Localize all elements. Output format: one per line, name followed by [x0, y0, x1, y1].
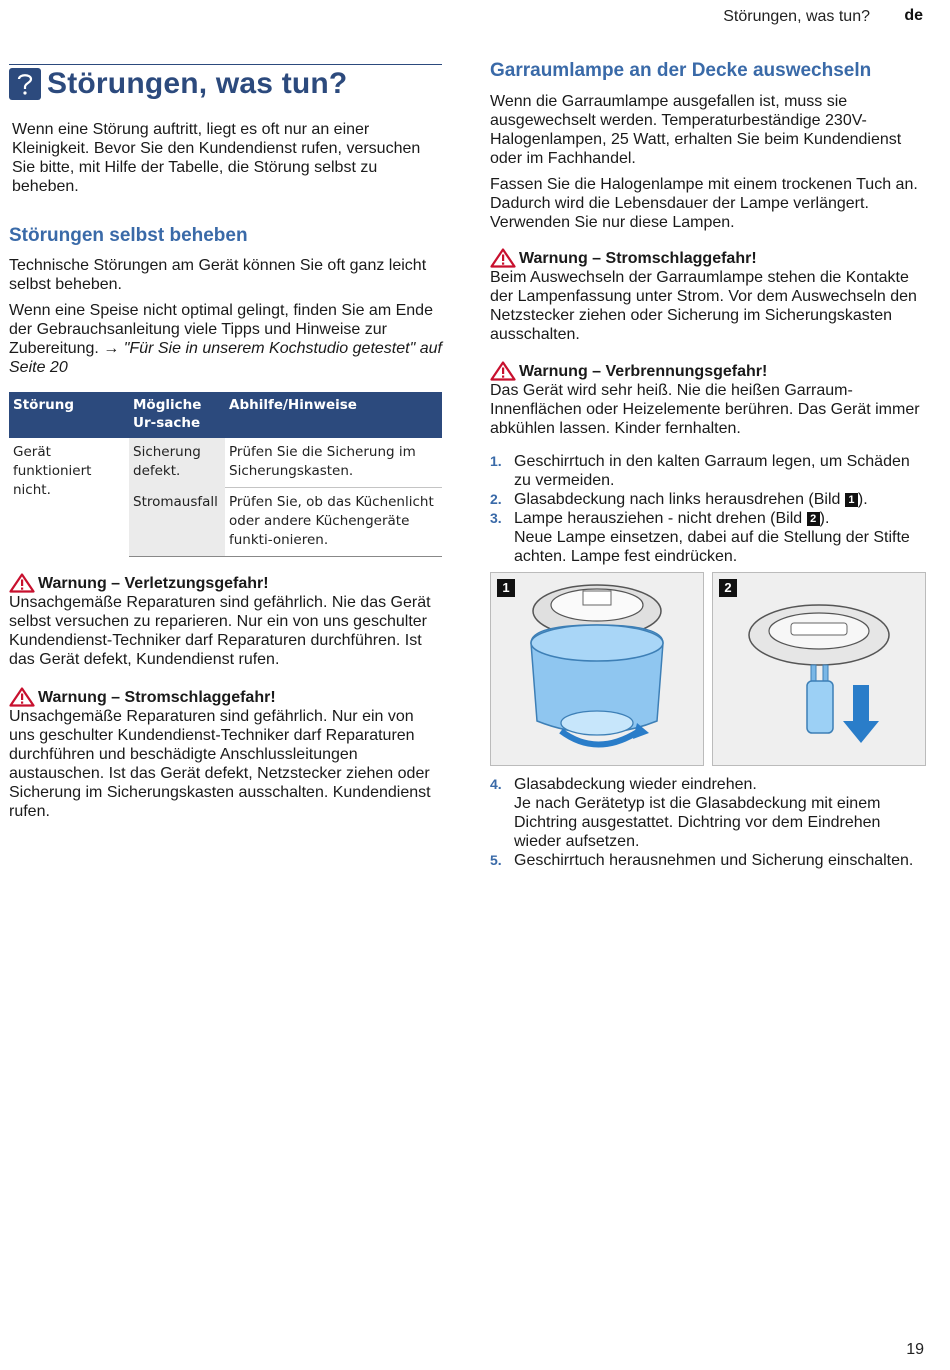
table-cell-cause: Stromausfall	[129, 488, 225, 557]
intro-text: Wenn eine Störung auftritt, liegt es oft nur an einer Kleinigkeit. Bevor Sie den Kundendienst rufen, versuchen Sie bitte, mit Hilfe der Tabelle, die Störung selbst zu beheben.	[12, 121, 421, 195]
table-cell-remedy: Prüfen Sie die Sicherung im Sicherungskasten.	[229, 444, 416, 479]
left-column	[9, 64, 442, 821]
steps-list	[490, 452, 930, 566]
table-header-remedy: Abhilfe/Hinweise	[225, 392, 442, 438]
warning-heading	[490, 361, 930, 381]
table-cell-fault: Gerät funktioniert nicht.	[13, 444, 92, 498]
warning-triangle-icon	[9, 573, 35, 593]
step-text: Geschirrtuch in den kalten Garraum legen, um Schäden zu vermeiden.	[514, 453, 910, 489]
step-text: Glasabdeckung nach links herausdrehen (Bild	[514, 491, 841, 508]
warning-triangle-icon	[490, 361, 516, 381]
list-item	[490, 509, 930, 566]
step-number: 2.	[490, 491, 502, 507]
step-text: Lampe herausziehen - nicht drehen (Bild	[514, 510, 803, 527]
language-code: de	[904, 7, 923, 24]
warning-text: Das Gerät wird sehr heiß. Nie die heißen Garraum-Innenflächen oder Heizelemente berühren. Das Gerät immer abkühlen lassen. Kinder fernhalten.	[490, 382, 920, 437]
step-text: Glasabdeckung wieder eindrehen.	[514, 776, 757, 793]
question-icon	[9, 68, 41, 100]
warning-triangle-icon	[9, 687, 35, 707]
table-header-cause: Mögliche Ur-sache	[129, 392, 225, 438]
warning-block-shock	[9, 687, 442, 821]
step-content	[514, 490, 868, 509]
list-item	[490, 452, 930, 490]
warning-heading	[9, 687, 442, 707]
paragraph: Fassen Sie die Halogenlampe mit einem trockenen Tuch an. Dadurch wird die Lebensdauer der Lampe verlängert. Verwenden Sie nur diese Lampen.	[490, 176, 918, 231]
paragraph: Technische Störungen am Gerät können Sie oft ganz leicht selbst beheben.	[9, 257, 427, 293]
warning-text: Unsachgemäße Reparaturen sind gefährlich. Nur ein von uns geschulter Kundendienst-Techniker darf Reparaturen durchführen und beschädigte Anschlussleitungen austauschen. Ist das Gerät defekt, Netzstecker ziehen oder Sicherung im Sicherungskasten ausschalten. Kundendienst rufen.	[9, 708, 431, 820]
running-header-title: Störungen, was tun?	[723, 8, 870, 25]
warning-title: Warnung – Verletzungsgefahr!	[38, 574, 269, 592]
cross-reference-arrow: →	[103, 340, 120, 357]
step-subtext: Neue Lampe einsetzen, dabei auf die Stellung der Stifte achten. Lampe fest eindrücken.	[514, 529, 910, 565]
figure-reference-badge: 1	[845, 493, 858, 507]
step-content	[514, 775, 930, 851]
figure-reference-badge: 2	[807, 512, 820, 526]
warning-heading	[490, 248, 930, 268]
warning-triangle-icon	[490, 248, 516, 268]
warning-title: Warnung – Stromschlaggefahr!	[519, 249, 757, 267]
warning-text: Unsachgemäße Reparaturen sind gefährlich. Nie das Gerät selbst versuchen zu reparieren. Nur ein von uns geschulter Kundendienst-Techniker darf Reparaturen durchführen. Ist das Gerät defekt, Kundendienst rufen.	[9, 594, 431, 668]
step-number: 3.	[490, 510, 502, 526]
step-number: 5.	[490, 852, 502, 868]
figure-remove-glass-cover	[490, 572, 704, 766]
figure-number-badge: 2	[719, 579, 737, 597]
warning-heading	[9, 573, 442, 593]
chapter-heading	[9, 64, 442, 101]
step-content	[514, 509, 930, 566]
warning-text: Beim Auswechseln der Garraumlampe stehen die Kontakte der Lampenfassung unter Strom. Vor dem Auswechseln den Netzstecker ziehen oder Sicherung im Sicherungskasten ausschalten.	[490, 269, 917, 343]
table-row	[9, 438, 442, 488]
table-cell-cause: Sicherung defekt.	[129, 438, 225, 488]
page-number: 19	[906, 1341, 924, 1358]
cross-reference-link[interactable]: "Für Sie in unserem Kochstudio getestet" auf Seite 20	[9, 340, 442, 376]
step-number: 4.	[490, 776, 502, 792]
paragraph-text: Wenn eine Speise nicht optimal gelingt, finden Sie am Ende der Gebrauchsanleitung viele Tipps und Hinweise zur Zubereitung.	[9, 302, 433, 357]
step-text-end: ).	[819, 510, 830, 527]
steps-list	[490, 775, 930, 870]
right-column	[490, 60, 930, 566]
halogen-lamp-illustration	[713, 573, 925, 765]
section-heading: Garraumlampe an der Decke auswechseln	[490, 60, 872, 81]
paragraph: Wenn die Garraumlampe ausgefallen ist, muss sie ausgewechselt werden. Temperaturbeständige 230V-Halogenlampen, 25 Watt, erhalten Sie beim Kundendienst oder im Fachhandel.	[490, 93, 902, 167]
list-item	[490, 775, 930, 851]
troubleshooting-table	[9, 392, 442, 557]
table-header-fault: Störung	[9, 392, 129, 438]
section-heading: Störungen selbst beheben	[9, 225, 248, 246]
step-number: 1.	[490, 453, 502, 469]
list-item	[490, 851, 930, 870]
page-title: Störungen, was tun?	[47, 67, 348, 100]
warning-block-shock	[490, 248, 930, 344]
figure-number-badge: 1	[497, 579, 515, 597]
warning-block-injury	[9, 573, 442, 669]
table-cell-remedy: Prüfen Sie, ob das Küchenlicht oder andere Küchengeräte funkti-onieren.	[225, 488, 442, 557]
list-item	[490, 490, 930, 509]
paragraph-tips	[9, 301, 442, 377]
warning-title: Warnung – Stromschlaggefahr!	[38, 688, 276, 706]
steps-continued	[490, 775, 930, 870]
step-text-end: ).	[857, 491, 868, 508]
step-subtext: Je nach Gerätetyp ist die Glasabdeckung mit einem Dichtring ausgestattet. Dichtring vor dem Eindrehen wieder aufsetzen.	[514, 795, 881, 850]
glass-cover-illustration	[491, 573, 703, 765]
warning-block-burn	[490, 361, 930, 438]
warning-title: Warnung – Verbrennungsgefahr!	[519, 362, 768, 380]
step-text: Geschirrtuch herausnehmen und Sicherung einschalten.	[514, 852, 914, 869]
figure-remove-lamp	[712, 572, 926, 766]
